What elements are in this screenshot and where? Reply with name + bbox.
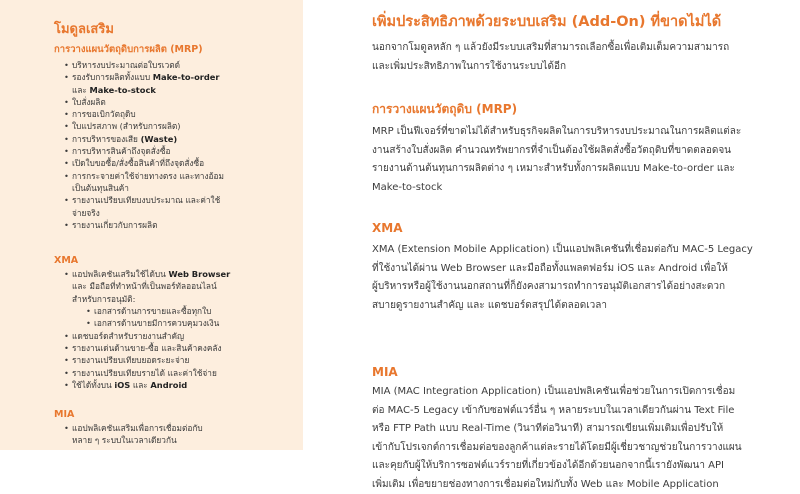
- list-item: • การบริหารของเสีย (Waste): [64, 133, 290, 145]
- xma-heading: XMA: [54, 255, 79, 267]
- list-item: • รายงานเปรียบเทียบงบประมาณ และค่าใช้ จ่ายจริง: [64, 194, 290, 219]
- xma-sub-list: [72, 305, 290, 330]
- xma-paragraph: XMA (Extension Mobile Application) เป็นแอปพลิเคชันที่เชื่อมต่อกับ MAC-5 Legacy ที่ใช้งานได้ผ่าน Web Browser และมือถือทั้งแพลตฟอร์ม iOS และ Android เพื่อให้ ผู้บริหารหรือผู้ใช้งานนอกสถานที่ก็ยังคงสามารถทำการอนุมัติเอกสารได้อย่างสะดวก สบายดูรายงานสำคัญ และ แดชบอร์ดสรุปได้ตลอดเวลา: [372, 244, 753, 311]
- list-item: • เอกสารด้านการขายและซื้อทุกใบ: [86, 305, 290, 317]
- list-item: • รายงานเปรียบเทียบยอดระยะจ่าย: [64, 354, 290, 366]
- list-item: • การบริหารสินค้าถึงจุดสั่งซื้อ: [64, 145, 290, 157]
- addon-detail-content: [372, 0, 772, 494]
- mia-paragraph: MIA (MAC Integration Application) เป็นแอปพลิเคชันเพื่อช่วยในการเปิดการเชื่อม ต่อ MAC-5 Legacy เข้ากับซอฟต์แวร์อื่น ๆ หลายระบบในเวลาเดียวกันผ่าน Text File หรือ FTP Path แบบ Real-Time (วินาทีต่อวินาที) สามารถเขียนเพิ่มเติมเพื่อปรับให้ เข้ากับโปรเจกต์การเชื่อมต่อของลูกค้าแต่ละรายได้โดยมีผู้เชี่ยวชาญช่วยในการวางแผน และคุยกับผู้ให้บริการซอฟต์แวร์รายที่เกี่ยวข้องได้อีกด้วยนอกจากนี้เรายังพัฒนา API เพิ่มเติม เพื่อขยายช่องทางการเชื่อมต่อใหม่กับทั้ง Web และ Mobile Application: [372, 386, 742, 490]
- xma-list: [54, 268, 290, 391]
- xma-section-heading: XMA: [372, 221, 403, 235]
- addon-summary-panel: [0, 0, 303, 450]
- list-item: • รายงานเปรียบเทียบรายได้ และค่าใช้จ่าย: [64, 367, 290, 379]
- list-item: • ใบแปรสภาพ (สำหรับการผลิต): [64, 120, 290, 132]
- list-item: • แดชบอร์ดสำหรับรายงานสำคัญ: [64, 330, 290, 342]
- mrp-paragraph: MRP เป็นฟีเจอร์ที่ขาดไม่ได้สำหรับธุรกิจผลิตในการบริหารงบประมาณในการผลิตแต่ละ งานสร้างใบสั่งผลิต คำนวณทรัพยากรที่จำเป็นต้องใช้ผลิตสั่งซื้อวัตถุดิบที่ขาดตลอดจน รายงานด้านต้นทุนการผลิตต่าง ๆ เหมาะสำหรับทั้งการผลิตแบบ Make-to-order และ Make-to-stock: [372, 126, 742, 193]
- intro-paragraph: นอกจากโมดูลหลัก ๆ แล้วยังมีระบบเสริมที่สามารถเลือกซื้อเพื่อเติมเต็มความสามารถ และเพิ่มประสิทธิภาพในการใช้งานระบบได้อีก: [372, 42, 730, 72]
- mrp-list: [54, 59, 290, 231]
- list-item: • การขอเบิกวัตถุดิบ: [64, 108, 290, 120]
- page-title: เพิ่มประสิทธิภาพด้วยระบบเสริม (Add-On) ที่ขาดไม่ได้: [372, 14, 722, 30]
- list-item: • เอกสารด้านขายมีการควบคุมวงเงิน: [86, 317, 290, 329]
- list-item: • เปิดใบขอซื้อ/สั่งซื้อสินค้าที่ถึงจุดสั่งซื้อ: [64, 157, 290, 169]
- module-title: โมดูลเสริม: [54, 22, 114, 37]
- list-item: • แอปพลิเคชันเสริมเพื่อการเชื่อมต่อกับ หลาย ๆ ระบบในเวลาเดียวกัน: [64, 422, 290, 447]
- list-item: • ใช้ได้ทั้งบน iOS และ Android: [64, 379, 290, 391]
- list-item: • รายงานเกี่ยวกับการผลิต: [64, 219, 290, 231]
- mrp-section-heading: การวางแผนวัตถุดิบ (MRP): [372, 102, 518, 116]
- list-item: • ใบสั่งผลิต: [64, 96, 290, 108]
- mrp-heading: การวางแผนวัตถุดิบการผลิต (MRP): [54, 44, 203, 55]
- mia-list: [54, 422, 290, 447]
- mia-section-heading: MIA: [372, 365, 398, 379]
- list-item: • แอปพลิเคชันเสริมใช้ได้บน Web Browser และ มือถือที่ทำหน้าที่เป็นพอร์ทัลออนไลน์ สำหรับการอนุมัติ: • เอกสารด้านการขายและซื้อทุกใบ • เอกสารด้านขายมีการควบคุมวงเงิน: [64, 268, 290, 329]
- list-item: • รายงานเด่นด้านขาย-ซื้อ และสินค้าคงคลัง: [64, 342, 290, 354]
- list-item: • รองรับการผลิตทั้งแบบ Make-to-order และ Make-to-stock: [64, 71, 290, 96]
- list-item: • การกระจายค่าใช้จ่ายทางตรง และทางอ้อม เป็นต้นทุนสินค้า: [64, 170, 290, 195]
- list-item: • บริหารงบประมาณต่อใบรเวตด์: [64, 59, 290, 71]
- mia-heading: MIA: [54, 409, 75, 421]
